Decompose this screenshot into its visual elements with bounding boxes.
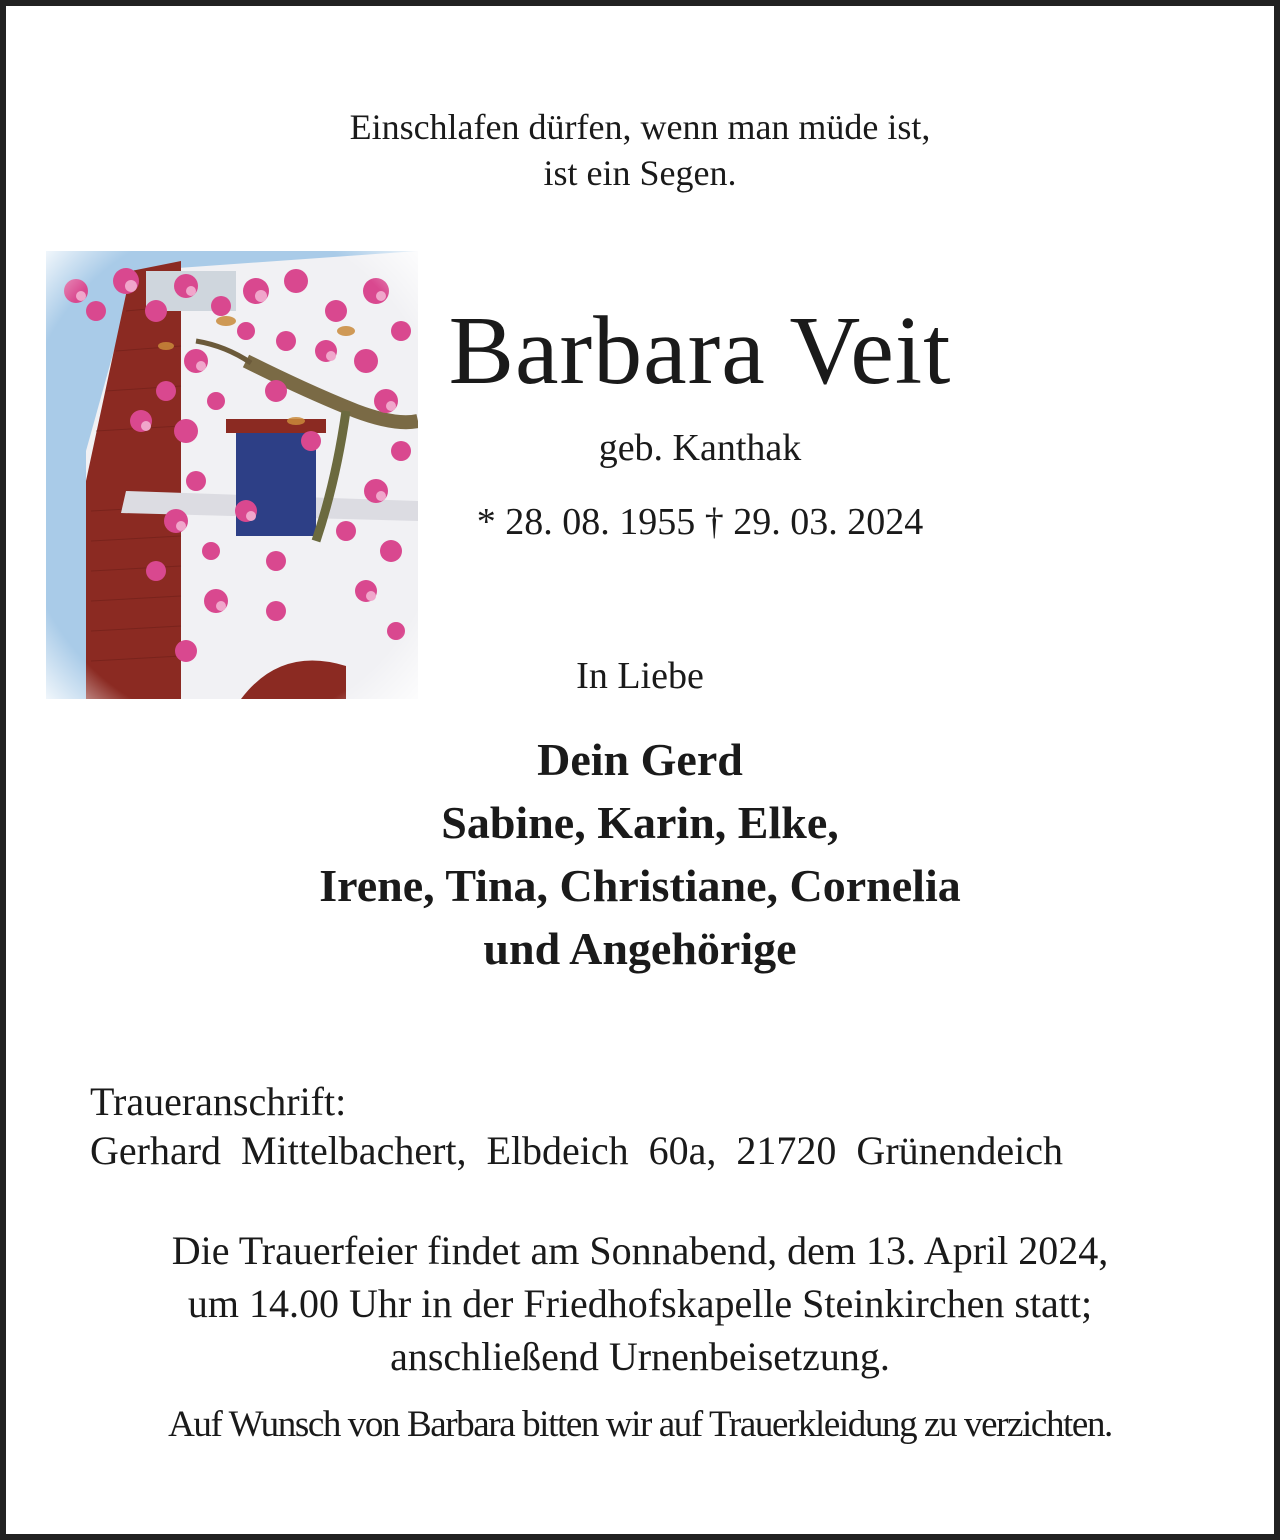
motto-line: Einschlafen dürfen, wenn man müde ist,: [349, 107, 931, 147]
ceremony-line: um 14.00 Uhr in der Friedhofskapelle Steinkirchen statt;: [187, 1281, 1093, 1326]
birth-name: geb. Kanthak: [598, 427, 802, 469]
life-dates: * 28. 08. 1955 † 29. 03. 2024: [476, 501, 924, 543]
mourning-address: Gerhard Mittelbachert, Elbdeich 60a, 21720 Grünendeich: [90, 1128, 1064, 1173]
motto-quote: [6, 104, 1274, 196]
mourners-list: [6, 728, 1274, 980]
mourner-line: Dein Gerd: [537, 734, 743, 785]
deceased-name: Barbara Veit: [448, 297, 952, 405]
farewell-intro: In Liebe: [576, 655, 704, 697]
motto-line: ist ein Segen.: [543, 153, 737, 193]
address-label: Traueranschrift:: [90, 1079, 347, 1124]
mourner-line: Irene, Tina, Christiane, Cornelia: [319, 860, 961, 911]
ceremony-line: Die Trauerfeier findet am Sonnabend, dem 13. April 2024,: [171, 1228, 1109, 1273]
ceremony-line: anschließend Urnenbeisetzung.: [390, 1334, 890, 1379]
dress-code-wish: Auf Wunsch von Barbara bitten wir auf Trauerkleidung zu verzichten.: [168, 1404, 1112, 1445]
memorial-photo: [46, 251, 418, 699]
mourner-line: Sabine, Karin, Elke,: [441, 797, 839, 848]
ceremony-details: [6, 1224, 1274, 1383]
mourner-line: und Angehörige: [483, 923, 797, 974]
